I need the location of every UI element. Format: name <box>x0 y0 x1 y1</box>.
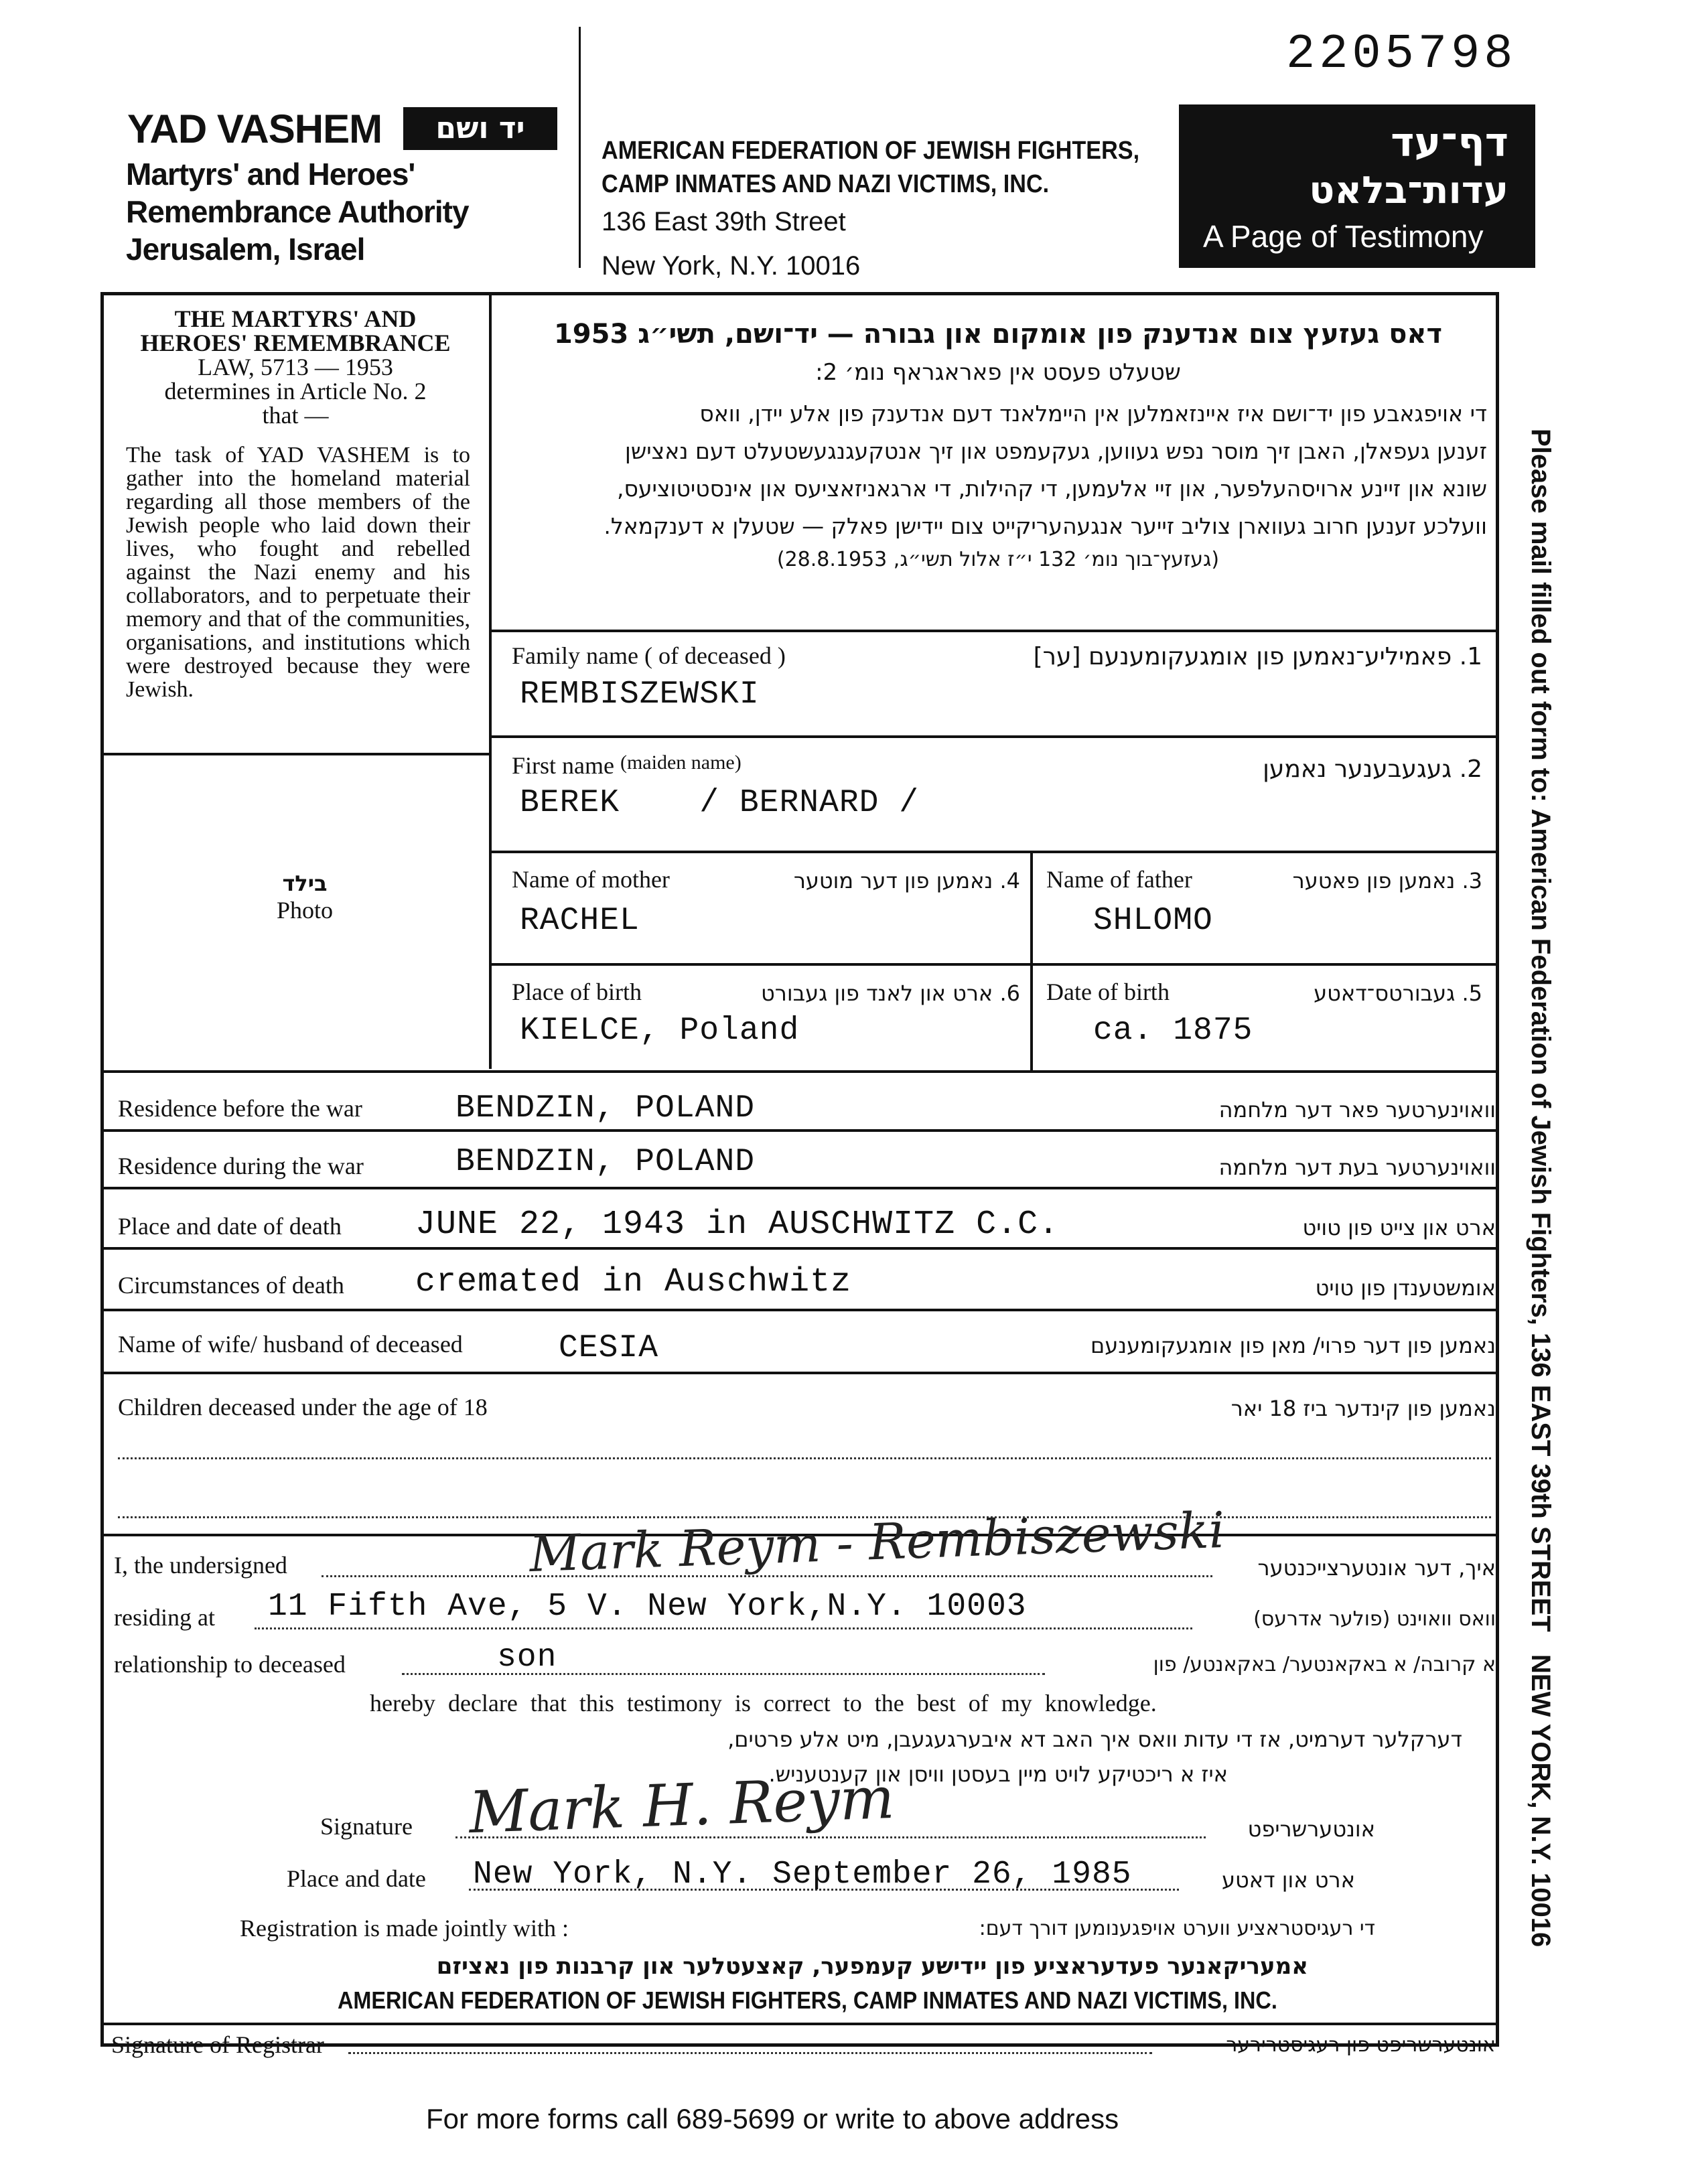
relationship-value[interactable]: son <box>497 1640 557 1676</box>
relationship-label: relationship to deceased <box>114 1651 346 1678</box>
children-line-1[interactable] <box>118 1457 1491 1459</box>
law-box-bottom <box>100 753 492 755</box>
death-circumstances-value[interactable]: cremated in Auschwitz <box>415 1263 852 1301</box>
birth-date-label-yi: 5. געבורטס־דאטע <box>1314 980 1482 1006</box>
father-name-label-yi: 3. נאמען פון פאטער <box>1292 868 1482 893</box>
residing-value[interactable]: 11 Fifth Ave, 5 V. New York,N.Y. 10003 <box>268 1589 1027 1625</box>
death-place-date-label: Place and date of death <box>118 1213 342 1240</box>
first-name-value[interactable]: BEREK / BERNARD / <box>520 785 920 821</box>
father-name-label: Name of father <box>1046 866 1192 893</box>
spouse-label: Name of wife/ husband of deceased <box>118 1331 463 1358</box>
registration-label-yi: די רעגיסטראציע ווערט אויפגענומען דורך דעם: <box>979 1917 1375 1940</box>
mother-name-value[interactable]: RACHEL <box>520 903 640 939</box>
signature-value[interactable]: Mark H. Reym <box>468 1764 896 1847</box>
yad-vashem-logo: יד ושם <box>403 107 557 150</box>
birth-place-label: Place of birth <box>512 978 642 1005</box>
row-divider <box>489 735 1499 738</box>
column-divider <box>1030 851 1033 1072</box>
death-circumstances-label-yi: אומשטענדן פון טויט <box>1315 1275 1496 1301</box>
birth-date-value[interactable]: ca. 1875 <box>1093 1013 1253 1049</box>
residing-label-yi: וואס וואוינט (פולער אדרעס) <box>1253 1607 1496 1631</box>
spouse-label-yi: נאמען פון דער פרוי/ מאן פון אומגעקומענעם <box>1090 1333 1496 1358</box>
spouse-value[interactable]: CESIA <box>559 1330 659 1366</box>
residing-label: residing at <box>114 1604 215 1631</box>
row-divider <box>100 1129 1499 1132</box>
federation-address: 136 East 39th Street New York, N.Y. 10016 <box>602 207 861 281</box>
undersigned-label: I, the undersigned <box>114 1552 287 1579</box>
photo-area: בילד Photo <box>276 871 334 924</box>
declaration-text: hereby declare that this testimony is correct to the best of my knowledge. <box>370 1690 1157 1717</box>
declaration-text-yi-2: איז א ריכטיקע לויט מיין בעסטן וויסן און קענטעניש. <box>768 1761 1228 1787</box>
registrar-signature-line[interactable] <box>348 2052 1152 2054</box>
residence-before-value[interactable]: BENDZIN, POLAND <box>455 1090 756 1126</box>
place-date-label: Place and date <box>287 1865 426 1892</box>
children-label: Children deceased under the age of 18 <box>118 1394 488 1421</box>
undersigned-line <box>322 1575 1212 1577</box>
law-box-text: The task of YAD VASHEM is to gather into the homeland material regarding all those members of the Jewish people who laid down their lives, who fought and rebelled against the Nazi enemy and his collaborators, and to perpetuate their memory and that of the communities, organisations, and institutions which were destroyed because they were Jewish. <box>126 443 470 702</box>
father-name-value[interactable]: SHLOMO <box>1093 903 1213 939</box>
death-place-date-label-yi: ארט און צייט פון טויט <box>1302 1215 1496 1240</box>
place-date-value[interactable]: New York, N.Y. September 26, 1985 <box>473 1857 1132 1893</box>
declaration-text-yi-1: דערקלער דערמיט, אז די עדות וואס איך האב דא איבערגעגעבן, מיט אלע פרטים, <box>727 1727 1462 1752</box>
family-name-label-yi: 1. פאמיליע־נאמען פון אומגעקומענעם [ער] <box>1033 643 1482 670</box>
residence-before-label: Residence before the war <box>118 1095 362 1122</box>
row-divider <box>489 630 1499 632</box>
mailing-instructions: Please mail filled out form to: American Federation of Jewish Fighters, 136 EAST 39th STREET NEW YORK, N.Y. 10016 <box>1526 429 1555 1948</box>
row-divider <box>100 1309 1499 1311</box>
death-circumstances-label: Circumstances of death <box>118 1272 344 1299</box>
residence-during-label-yi: וואוינערטער בעת דער מלחמה <box>1218 1155 1496 1180</box>
federation-name: AMERICAN FEDERATION OF JEWISH FIGHTERS, CAMP INMATES AND NAZI VICTIMS, INC. <box>602 137 1140 198</box>
birth-date-label: Date of birth <box>1046 978 1170 1005</box>
organization-yi: אמעריקאנער פעדעראציע פון יידישע קעמפער, קאצעטלער און קרבנות פון נאציזם <box>436 1953 1308 1980</box>
death-place-date-value[interactable]: JUNE 22, 1943 in AUSCHWITZ C.C. <box>415 1206 1060 1244</box>
first-name-label-yi: 2. געגעבענער נאמען <box>1263 755 1482 783</box>
residing-line <box>255 1627 1192 1629</box>
page-of-testimony-badge: דף־עד עדות־בלאט A Page of Testimony <box>1179 104 1535 268</box>
yad-vashem-title: YAD VASHEM <box>127 106 382 151</box>
family-name-value[interactable]: REMBISZEWSKI <box>520 676 760 713</box>
birth-place-label-yi: 6. ארט און לאנד פון געבורט <box>761 980 1020 1006</box>
yiddish-law-text: דאס געזעץ צום אנדענק פון אומקום און גבורה — יד־ושם, תשי״ג 1953 שטעלט פעסט אין פאראגראף נומ׳ 2: די אויפגאבע פון יד־ושם איז איינזאמלען אין היימלאנד דעם אנדענק פון אלע יידן, וואס זענען געפאלן, האבן זיך מוסר נפש געווען, געקעמפט און זיך אנטקעגנגעשטעלט דעם נאצישן שונא און זיינע ארויסהעלפער, און זיי אלעמען, די קהילות, די ארגאניזאציעס און אינסטיטוציעס, וועלכע זענען חרוב געווארן צוליב זייער אנגעהעריקייט צום יידישן פאלק — שטעלן א דענקמאל. (געזעץ־בוך נומ׳ 132 י״ז אלול תשי״ג, 28.8.1953) <box>553 319 1487 571</box>
row-divider <box>100 1187 1499 1189</box>
row-divider <box>100 1372 1499 1374</box>
mother-name-label-yi: 4. נאמען פון דער מוטער <box>793 868 1020 893</box>
registration-label: Registration is made jointly with : <box>240 1915 569 1942</box>
undersigned-signature[interactable]: Mark Reym - Rembiszewski <box>528 1501 1226 1584</box>
place-date-label-yi: ארט און דאטע <box>1221 1867 1355 1893</box>
row-divider <box>100 2023 1499 2025</box>
header-divider <box>579 27 581 268</box>
undersigned-label-yi: איך, דער אונטערצייכנטער <box>1257 1555 1496 1581</box>
family-name-label: Family name ( of deceased ) <box>512 642 786 669</box>
signature-label: Signature <box>320 1813 413 1840</box>
organization-name: AMERICAN FEDERATION OF JEWISH FIGHTERS, CAMP INMATES AND NAZI VICTIMS, INC. <box>338 1986 1277 2014</box>
law-box-title: THE MARTYRS' AND HEROES' REMEMBRANCE LAW, 5713 — 1953 determines in Article No. 2 that — <box>140 305 451 429</box>
row-divider <box>489 963 1499 966</box>
residence-before-label-yi: וואוינערטער פאר דער מלחמה <box>1218 1097 1496 1122</box>
document-number: 2205798 <box>1286 27 1517 82</box>
signature-label-yi: אונטערשריפט <box>1247 1816 1375 1842</box>
row-divider <box>100 1247 1499 1250</box>
residence-during-value[interactable]: BENDZIN, POLAND <box>455 1144 756 1180</box>
registrar-signature-label: Signature of Registrar <box>111 2031 324 2058</box>
residence-during-label: Residence during the war <box>118 1153 364 1179</box>
registrar-signature-label-yi: אונטערשריפט פון רעגיסטרירער <box>1226 2033 1496 2057</box>
row-divider <box>489 851 1499 853</box>
mother-name-label: Name of mother <box>512 866 670 893</box>
first-name-label: First name $^{(maiden name)}$ <box>512 751 742 779</box>
footer-text: For more forms call 689-5699 or write to above address <box>426 2103 1119 2134</box>
row-divider <box>100 1070 1499 1073</box>
relationship-label-yi: א קרובה/ א באקאנטער/ באקאנטע/ פון <box>1153 1653 1496 1676</box>
birth-place-value[interactable]: KIELCE, Poland <box>520 1013 800 1049</box>
authority-name: Martyrs' and Heroes' Remembrance Authority Jerusalem, Israel <box>126 157 469 267</box>
law-box-divider <box>489 292 492 1069</box>
children-label-yi: נאמען פון קינדער ביז 18 יאר <box>1230 1396 1496 1421</box>
